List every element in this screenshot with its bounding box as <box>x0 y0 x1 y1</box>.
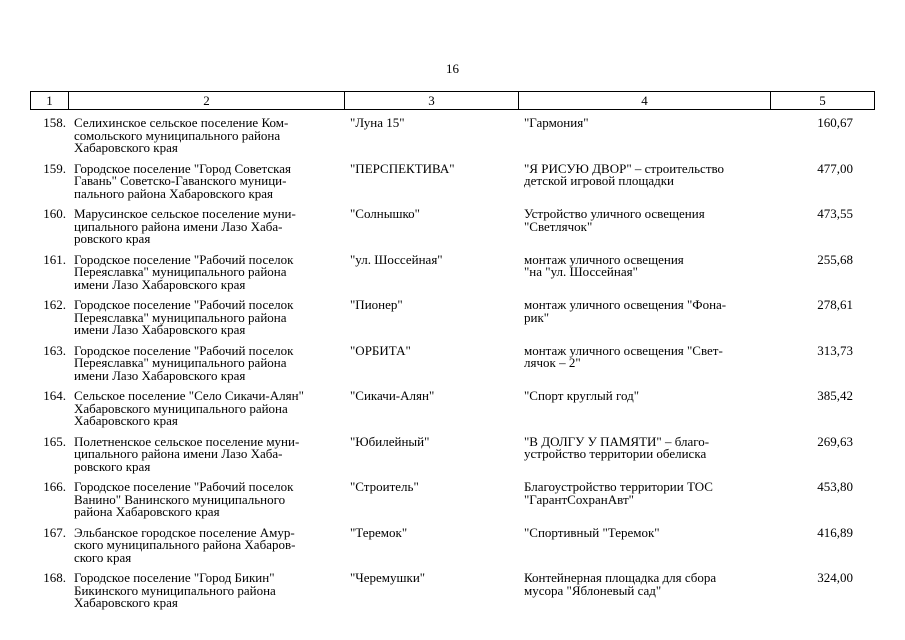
grant-amount: 313,73 <box>817 342 853 358</box>
settlement-name-line: Гавань" Советско-Гаванского муници- <box>74 173 287 188</box>
project-name-line: монтаж уличного освещения "Фона- <box>524 297 727 312</box>
row-number: 163. <box>43 342 66 358</box>
table-row <box>30 299 873 345</box>
tos-name: "Теремок" <box>350 524 408 540</box>
settlement-name-line: сомольского муниципального района <box>74 127 281 143</box>
page-number: 16 <box>446 61 459 76</box>
tos-name: "Юбилейный" <box>350 433 430 449</box>
grant-amount: 477,00 <box>817 160 853 176</box>
project-name <box>518 433 770 482</box>
settlement-name-line: Сельское поселение "Село Сикачи-Алян" <box>74 388 304 403</box>
row-number: 166. <box>43 479 66 494</box>
project-name-line: монтаж уличного освещения "Свет- <box>524 342 723 358</box>
table-body <box>30 117 873 618</box>
row-number: 164. <box>43 388 66 403</box>
settlement-name-line: Хабаровского края <box>74 595 178 610</box>
settlement-name <box>68 160 344 209</box>
row-number: 168. <box>43 570 66 585</box>
table-row <box>30 572 873 618</box>
project-name-line: "Я РИСУЮ ДВОР" – строительство <box>524 160 725 176</box>
project-name <box>518 524 770 573</box>
project-name-line: Благоустройство территории ТОС <box>524 479 713 494</box>
settlement-name-line: Хабаровского края <box>74 413 178 428</box>
project-name <box>518 572 770 618</box>
project-name-line: "на "ул. Шоссейная" <box>524 264 638 279</box>
tos-name: "ПЕРСПЕКТИВА" <box>350 160 455 176</box>
grant-amount: 255,68 <box>817 251 853 267</box>
project-name-line: "ГарантСохранАвт" <box>524 491 634 507</box>
settlement-name <box>68 117 344 163</box>
project-name-line: Устройство уличного освещения <box>524 206 705 221</box>
project-name-line: детской игровой площадки <box>524 173 675 188</box>
grant-amount: 416,89 <box>817 524 853 540</box>
grant-amount: 278,61 <box>817 297 853 312</box>
settlement-name-line: ровского края <box>74 231 151 246</box>
header-col-3: 3 <box>345 92 519 109</box>
row-number: 160. <box>43 206 66 221</box>
project-name-line: мусора "Яблоневый сад" <box>524 582 662 598</box>
project-name-line: лячок – 2" <box>524 355 581 370</box>
project-name <box>518 117 770 163</box>
settlement-name-line: Городское поселение "Город Бикин" <box>74 570 275 585</box>
project-name-line: рик" <box>524 309 550 325</box>
project-name <box>518 160 770 209</box>
settlement-name-line: Городское поселение "Рабочий поселок <box>74 479 294 494</box>
settlement-name <box>68 390 344 436</box>
table-row <box>30 390 873 436</box>
settlement-name-line: ского края <box>74 549 132 565</box>
header-col-5: 5 <box>819 93 826 108</box>
tos-name: "Строитель" <box>350 479 419 494</box>
settlement-name <box>68 342 344 391</box>
row-number: 162. <box>43 297 66 312</box>
settlement-name-line: Ванино" Ванинского муниципального <box>74 491 286 507</box>
settlement-name <box>68 251 344 300</box>
project-name-line: "Спортивный "Теремок" <box>524 524 660 540</box>
tos-name: "ОРБИТА" <box>350 342 411 358</box>
settlement-name-line: района Хабаровского края <box>74 504 220 519</box>
header-col-2: 2 <box>69 92 345 109</box>
table-row <box>30 524 873 573</box>
tos-name: "Сикачи-Алян" <box>350 388 435 403</box>
grant-amount: 453,80 <box>817 479 853 494</box>
table-row <box>30 481 873 527</box>
project-name-line: устройство территории обелиска <box>524 446 707 461</box>
settlement-name <box>68 524 344 573</box>
project-name <box>518 342 770 391</box>
project-name <box>518 481 770 527</box>
row-number: 165. <box>43 433 66 449</box>
tos-name: "Черемушки" <box>350 570 426 585</box>
project-name-line: "Спорт круглый год" <box>524 388 639 403</box>
grant-amount: 473,55 <box>817 206 853 221</box>
row-number: 159. <box>43 160 66 176</box>
settlement-name-line: ципального района имени Лазо Хаба- <box>74 446 283 461</box>
settlement-name-line: Хабаровского муниципального района <box>74 400 288 416</box>
settlement-name-line: ровского края <box>74 458 151 474</box>
table-row <box>30 160 873 209</box>
settlement-name-line: ского муниципального района Хабаров- <box>74 537 296 552</box>
settlement-name-line: Переяславка" муниципального района <box>74 309 287 325</box>
settlement-name-line: Эльбанское городское поселение Амур- <box>74 524 295 540</box>
settlement-name-line: Городское поселение "Город Советская <box>74 160 292 176</box>
tos-name: "Луна 15" <box>350 115 405 130</box>
settlement-name-line: пального района Хабаровского края <box>74 185 274 201</box>
project-name-line: монтаж уличного освещения <box>524 251 684 267</box>
settlement-name <box>68 572 344 618</box>
tos-name: "Солнышко" <box>350 206 420 221</box>
settlement-name-line: Бикинского муниципального района <box>74 582 276 598</box>
settlement-name-line: Хабаровского края <box>74 140 178 155</box>
project-name-line: "Гармония" <box>524 115 589 130</box>
grant-amount: 160,67 <box>817 115 853 130</box>
settlement-name-line: имени Лазо Хабаровского края <box>74 367 246 383</box>
settlement-name <box>68 433 344 482</box>
project-name-line: "В ДОЛГУ У ПАМЯТИ" – благо- <box>524 433 710 449</box>
header-col-1: 1 <box>31 92 69 109</box>
settlement-name-line: Полетненское сельское поселение муни- <box>74 433 300 449</box>
settlement-name-line: Марусинское сельское поселение муни- <box>74 206 296 221</box>
project-name <box>518 390 770 436</box>
settlement-name-line: имени Лазо Хабаровского края <box>74 276 246 292</box>
settlement-name <box>68 481 344 527</box>
table-header <box>30 91 875 110</box>
tos-name: "Пионер" <box>350 297 403 312</box>
settlement-name-line: Городское поселение "Рабочий поселок <box>74 342 294 358</box>
header-col-4: 4 <box>519 92 771 109</box>
grant-amount: 324,00 <box>817 570 853 585</box>
grant-amount: 385,42 <box>817 388 853 403</box>
grant-amount: 269,63 <box>817 433 853 449</box>
project-name-line: "Светлячок" <box>524 218 593 234</box>
settlement-name-line: Переяславка" муниципального района <box>74 355 287 370</box>
table-row <box>30 117 873 163</box>
table-row <box>30 251 873 300</box>
project-name <box>518 208 770 254</box>
settlement-name-line: Переяславка" муниципального района <box>74 264 287 279</box>
settlement-name <box>68 299 344 345</box>
settlement-name-line: имени Лазо Хабаровского края <box>74 322 246 337</box>
settlement-name-line: Городское поселение "Рабочий поселок <box>74 251 294 267</box>
row-number: 161. <box>43 251 66 267</box>
table-row <box>30 208 873 254</box>
settlement-name-line: Селихинское сельское поселение Ком- <box>74 115 289 130</box>
table-row <box>30 342 873 391</box>
project-name-line: Контейнерная площадка для сбора <box>524 570 717 585</box>
row-number: 167. <box>43 524 66 540</box>
project-name <box>518 299 770 345</box>
settlement-name-line: Городское поселение "Рабочий поселок <box>74 297 294 312</box>
settlement-name-line: ципального района имени Лазо Хаба- <box>74 218 283 234</box>
row-number: 158. <box>43 115 66 130</box>
tos-name: "ул. Шоссейная" <box>350 251 443 267</box>
table-row <box>30 433 873 482</box>
project-name <box>518 251 770 300</box>
settlement-name <box>68 208 344 254</box>
